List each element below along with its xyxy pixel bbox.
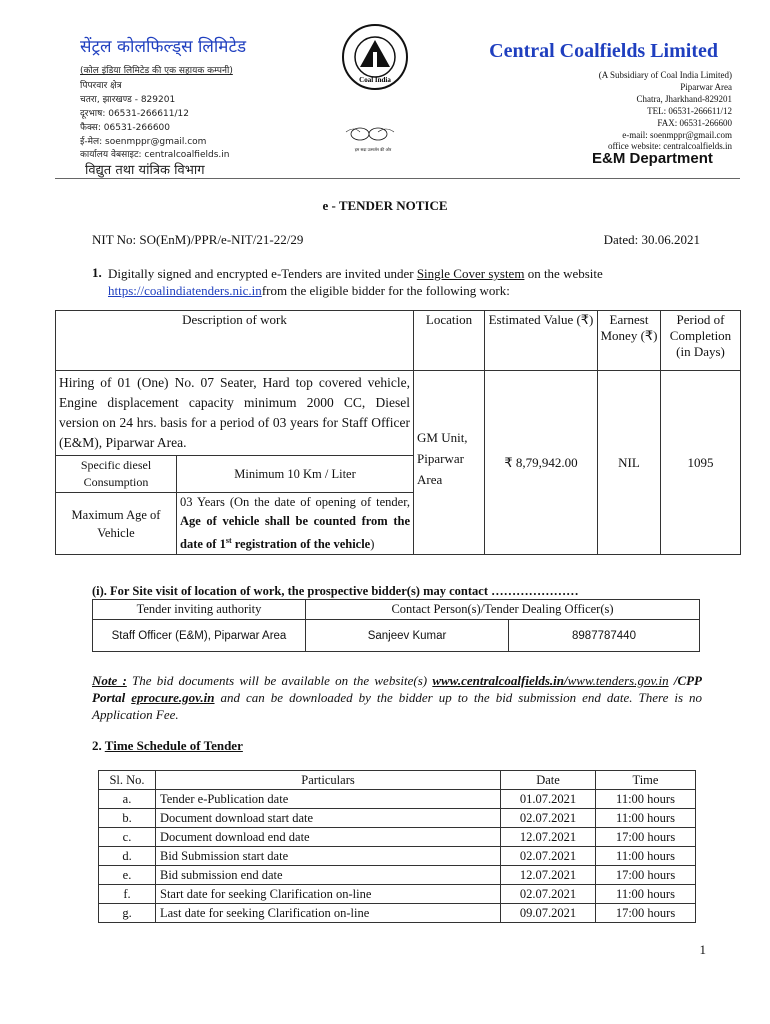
schedule-number: 2. [92,738,102,753]
hindi-email: ई-मेल: soenmppr@gmail.com [80,137,207,147]
table-row [99,828,696,847]
row-particulars: Bid Submission start date [156,847,501,866]
work-description: Hiring of 01 (One) No. 07 Seater, Hard top covered vehicle, Engine displacement capacity minimum 2000 CC, Diesel version on 24 hrs. basis for a period of 03 years for Staff Officer (E&M), Piparwar Area. [59,375,410,450]
single-cover-link: Single Cover system [416,266,525,281]
row-particulars: Tender e-Publication date [156,790,501,809]
table-row [99,809,696,828]
row-particulars: Document download end date [156,828,501,847]
row-slno: a. [99,790,156,809]
logo-text: Coal India [359,76,391,84]
hindi-department: विद्युत तथा यांत्रिक विभाग [85,163,205,178]
schedule-table [98,770,696,923]
estimated-value-cell: ₹ 8,79,942.00 [485,371,598,555]
note-paragraph [92,672,702,723]
row-slno: b. [99,809,156,828]
table-row [99,790,696,809]
age-value-sup: st [225,536,232,545]
eprocure-link[interactable]: eprocure.gov.in [131,690,215,705]
nit-number: NIT No: SO(EnM)/PPR/e-NIT/21-22/29 [92,232,304,247]
en-area: Piparwar Area [680,82,732,92]
diesel-label: Specific diesel Consumption [56,456,177,493]
tenders-gov-link[interactable]: www.tenders.gov.in [567,673,669,688]
notice-title: e - TENDER NOTICE [322,198,448,213]
en-website: office website: centralcoalfields.in [607,141,732,151]
para1-part-b: on the website [527,266,603,281]
earnest-money-cell: NIL [598,371,661,555]
contact-phone: 8987787440 [509,620,700,652]
table-row [99,866,696,885]
para1-text [108,265,730,299]
hindi-company-name: सेंट्रल कोलफिल्ड्स लिमिटेड [80,37,247,57]
hindi-area: पिपरवार क्षेत्र [80,81,122,91]
row-particulars: Start date for seeking Clarification on-line [156,885,501,904]
hindi-phone: दूरभाष: 06531-266611/12 [80,109,189,119]
row-date: 12.07.2021 [501,828,596,847]
schedule-header-date: Date [501,771,596,790]
header-description: Description of work [56,311,414,371]
row-date: 09.07.2021 [501,904,596,923]
en-place: Chatra, Jharkhand-829201 [636,94,732,104]
coal-india-logo-icon [340,22,410,92]
schedule-header-particulars: Particulars [156,771,501,790]
hindi-subsidiary: (कोल इंडिया लिमिटेड की एक सहायक कम्पनी) [80,66,233,76]
row-time: 11:00 hours [596,809,696,828]
diesel-value: Minimum 10 Km / Liter [177,456,414,493]
table-row [99,885,696,904]
note-text-c: and can be downloaded by the bidder up to the bid submission end date. There is no Application Fee. [92,690,703,722]
page-number: 1 [699,942,706,957]
row-time: 17:00 hours [596,828,696,847]
site-visit-heading: (i). For Site visit of location of work, the prospective bidder(s) may contact ………………… [92,584,579,598]
row-slno: f. [99,885,156,904]
row-date: 02.07.2021 [501,809,596,828]
period-cell: 1095 [661,371,741,555]
header-estimated-value: Estimated Value (₹) [485,311,598,371]
contact-header-authority: Tender inviting authority [93,600,306,620]
schedule-title: Time Schedule of Tender [104,738,243,753]
age-value-a: 03 Years (On the date of opening of tender, [180,495,410,509]
row-slno: d. [99,847,156,866]
coalindiatenders-link[interactable]: https://coalindiatenders.nic.in [108,283,262,298]
contact-header-person: Contact Person(s)/Tender Dealing Officer(s) [306,600,700,620]
row-time: 11:00 hours [596,847,696,866]
header-location: Location [414,311,485,371]
en-fax: FAX: 06531-266600 [657,118,732,128]
hindi-fax: फैक्स: 06531-266600 [80,123,171,133]
note-label: Note : [92,673,127,688]
en-email: e-mail: soenmppr@gmail.com [622,130,732,140]
age-label: Maximum Age of Vehicle [56,493,177,555]
en-department: E&M Department [592,150,713,167]
specs-table [56,455,413,554]
note-text-b: /CPP Portal [92,673,702,705]
row-slno: c. [99,828,156,847]
row-date: 01.07.2021 [501,790,596,809]
centralcoalfields-link[interactable]: www.centralcoalfields.in/ [432,673,568,688]
row-time: 17:00 hours [596,904,696,923]
table-row [99,904,696,923]
row-date: 12.07.2021 [501,866,596,885]
description-cell [56,371,414,555]
age-value-d: ) [370,537,375,552]
contact-table [92,599,700,652]
age-value [177,493,414,555]
para1-part-a: Digitally signed and encrypted e-Tenders are invited under [108,266,414,281]
row-date: 02.07.2021 [501,885,596,904]
schedule-header-time: Time [596,771,696,790]
en-subsidiary: (A Subsidiary of Coal India Limited) [598,70,732,80]
header-period: Period of Completion (in Days) [661,311,741,371]
header-earnest-money: Earnest Money (₹) [598,311,661,371]
en-tel: TEL: 06531-266611/12 [647,106,732,116]
row-time: 11:00 hours [596,790,696,809]
note-text-a: The bid documents will be available on the website(s) [132,673,428,688]
schedule-heading [92,738,243,754]
dated: Dated: 30.06.2021 [603,232,700,247]
age-value-c: registration of the vehicle [234,537,371,552]
row-slno: g. [99,904,156,923]
para1-number: 1. [92,265,102,280]
schedule-header-slno: Sl. No. [99,771,156,790]
hindi-website: कार्यालय वेबसाइट: centralcoalfields.in [80,150,230,160]
contact-person: Sanjeev Kumar [306,620,509,652]
age-value-b: Age of vehicle shall be counted from the date of 1 [180,514,410,552]
seal-icon [340,124,406,154]
work-table [55,310,741,555]
table-row [99,847,696,866]
contact-authority: Staff Officer (E&M), Piparwar Area [93,620,306,652]
row-time: 11:00 hours [596,885,696,904]
row-date: 02.07.2021 [501,847,596,866]
location-cell: GM Unit, Piparwar Area [414,371,485,555]
header-divider [55,178,740,179]
para1-part-c: from the eligible bidder for the following work: [261,283,510,298]
row-slno: e. [99,866,156,885]
hindi-place: चतरा, झारखण्ड - 829201 [80,95,176,105]
row-particulars: Document download start date [156,809,501,828]
seal-text: हम सदा उत्सर्जन की ओर [354,147,392,152]
row-time: 17:00 hours [596,866,696,885]
row-particulars: Last date for seeking Clarification on-line [156,904,501,923]
company-name: Central Coalfields Limited [489,40,718,62]
row-particulars: Bid submission end date [156,866,501,885]
